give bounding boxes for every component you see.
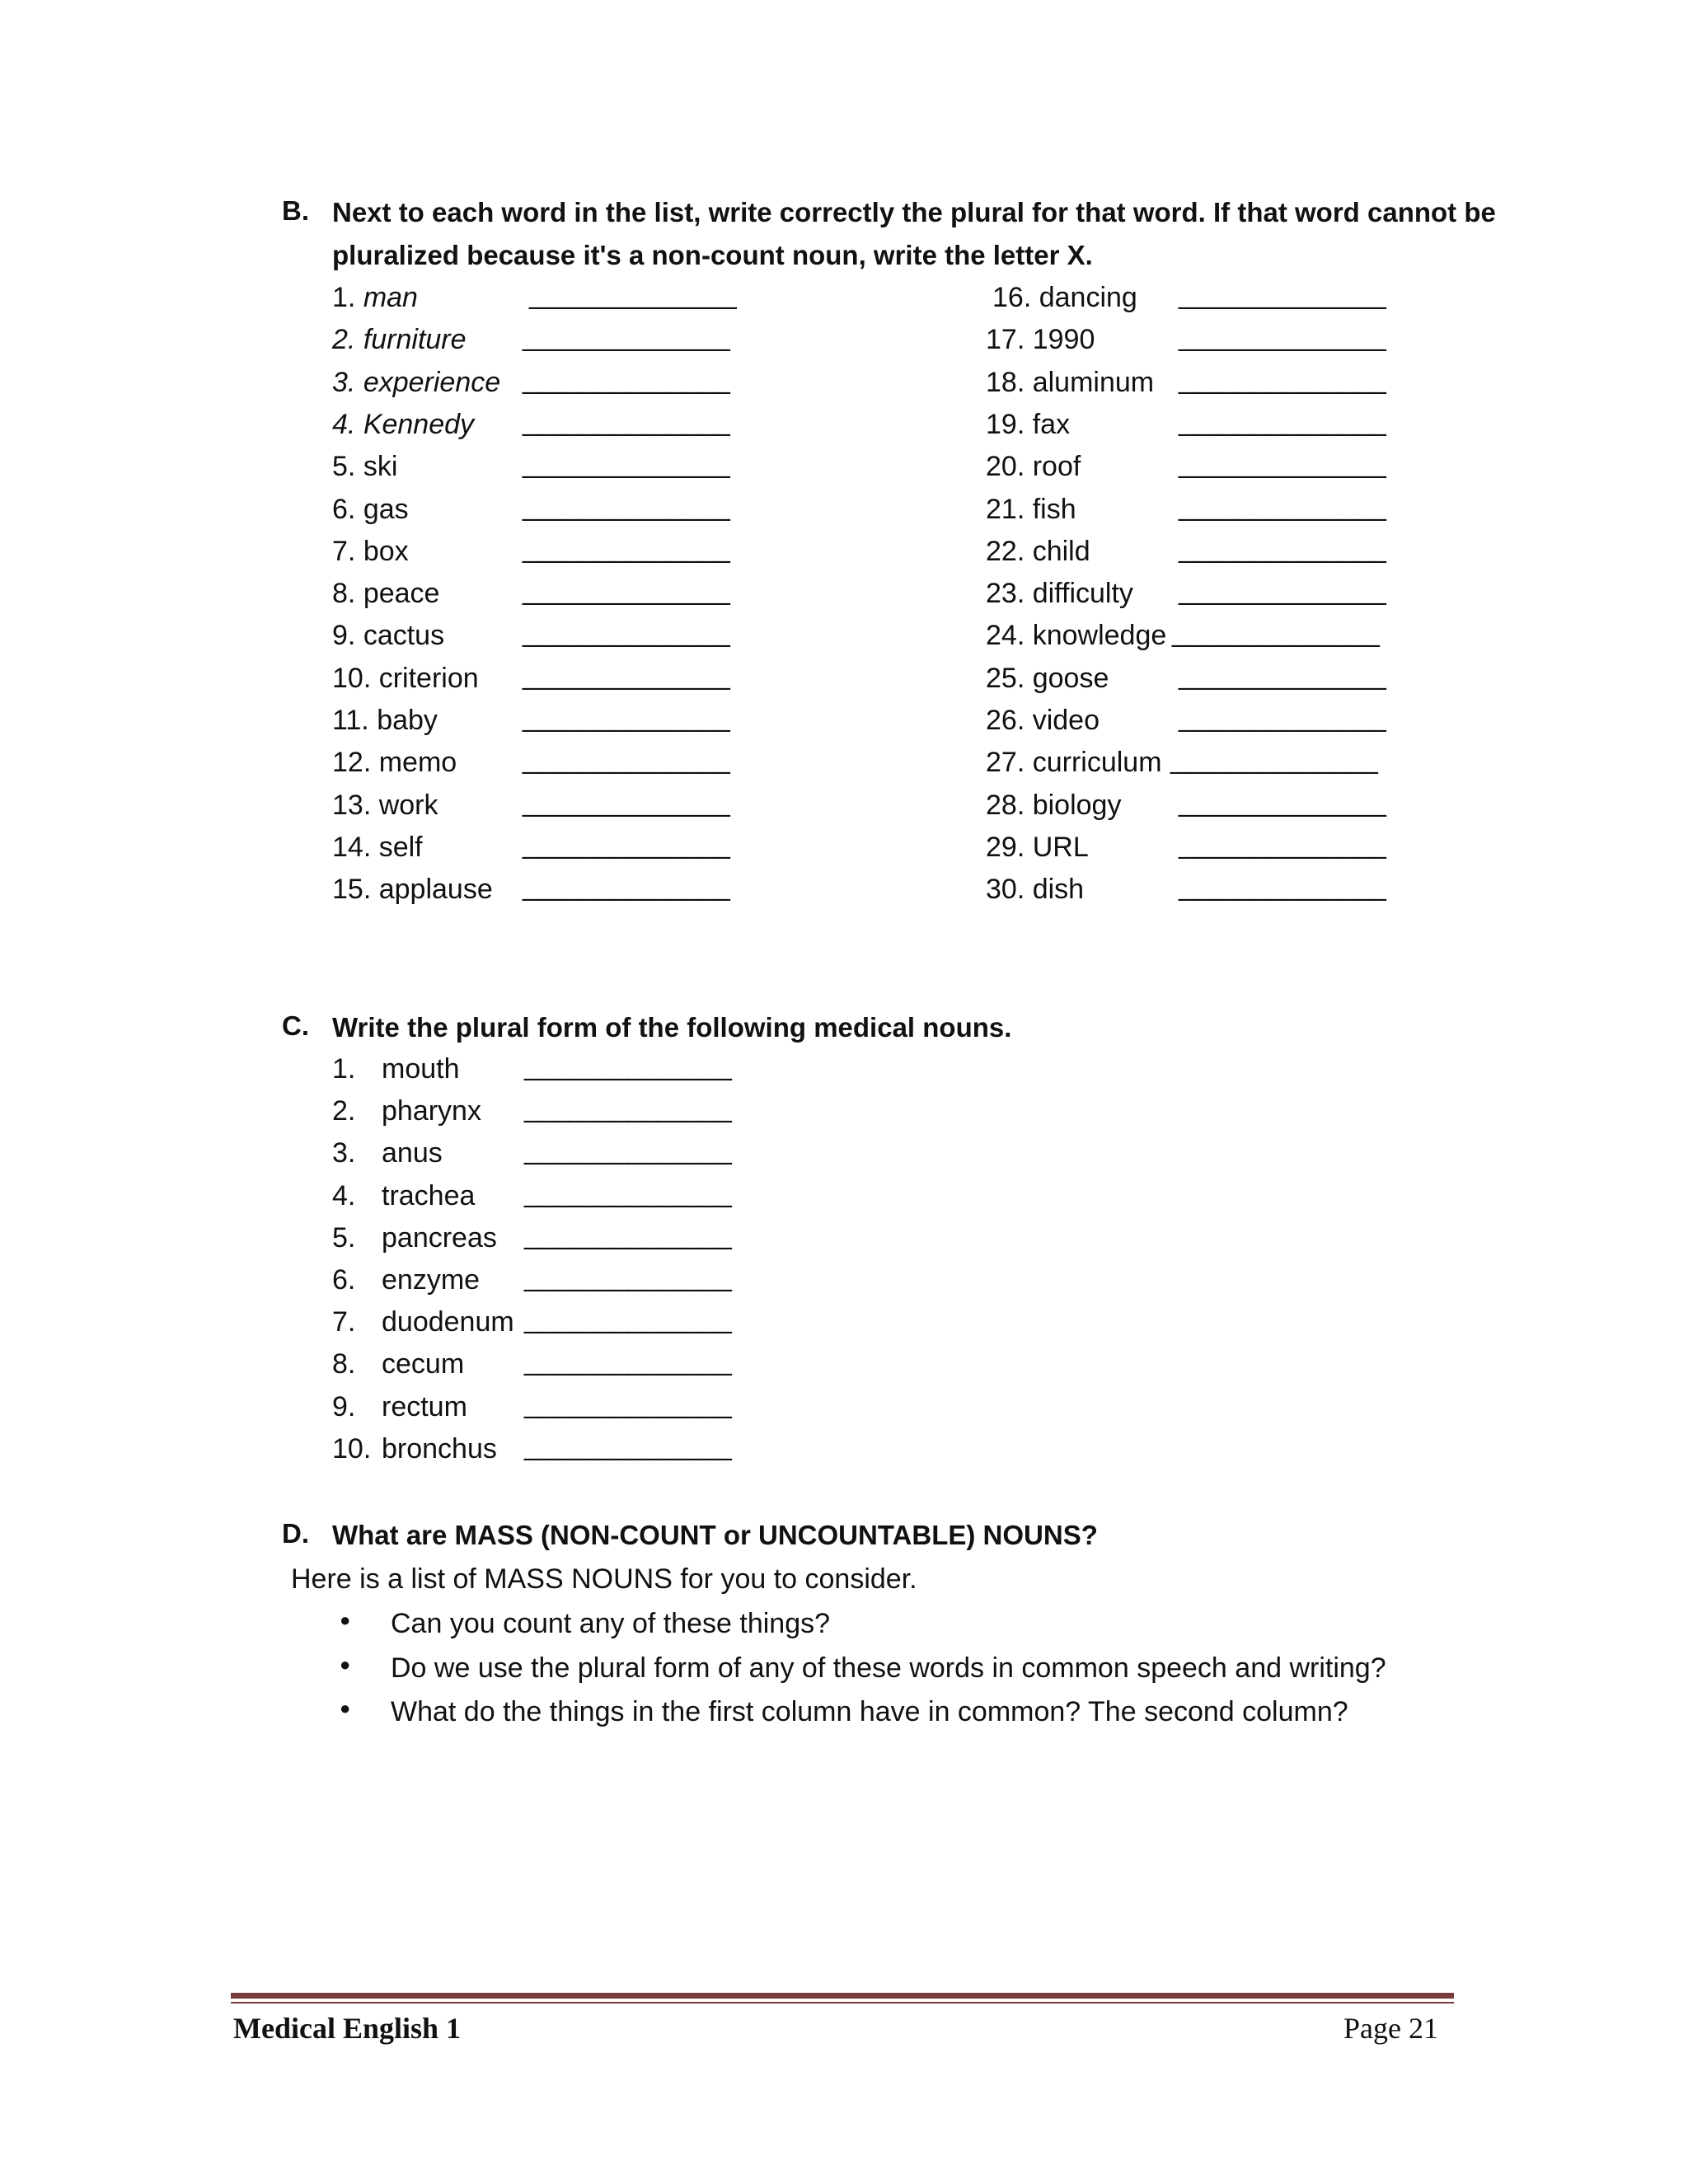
section-d-letter: D. bbox=[282, 1518, 309, 1549]
item-number: 29. bbox=[986, 831, 1025, 863]
answer-blank[interactable]: ______________ bbox=[523, 490, 729, 522]
list-item bbox=[332, 742, 457, 784]
item-word: pancreas bbox=[382, 1221, 497, 1254]
item-number: 25. bbox=[986, 662, 1025, 694]
list-item bbox=[986, 700, 1100, 742]
item-word: cactus bbox=[363, 620, 445, 652]
item-number: 6. bbox=[332, 1264, 356, 1296]
answer-blank[interactable]: ______________ bbox=[523, 701, 729, 733]
answer-blank[interactable]: ______________ bbox=[523, 321, 729, 353]
list-item bbox=[332, 531, 409, 573]
list-item bbox=[986, 362, 1154, 404]
answer-blank[interactable]: ______________ bbox=[524, 1303, 731, 1335]
answer-blank[interactable]: ______________ bbox=[524, 1261, 731, 1292]
footer-rule-thick bbox=[231, 1993, 1454, 1999]
list-item bbox=[332, 404, 474, 446]
item-word: knowledge bbox=[1032, 620, 1167, 652]
answer-blank[interactable]: ______________ bbox=[524, 1092, 731, 1124]
answer-blank[interactable]: ______________ bbox=[1179, 490, 1386, 522]
answer-blank[interactable]: ______________ bbox=[1179, 321, 1386, 353]
bullet-icon: ● bbox=[340, 1653, 351, 1675]
item-number: 20. bbox=[986, 451, 1025, 483]
item-word: work bbox=[378, 789, 438, 821]
item-word: URL bbox=[1032, 831, 1089, 863]
answer-blank[interactable]: ______________ bbox=[523, 574, 729, 607]
answer-blank[interactable]: ______________ bbox=[523, 532, 729, 564]
item-word: gas bbox=[363, 493, 409, 525]
answer-blank[interactable]: ______________ bbox=[524, 1387, 731, 1419]
item-number: 21. bbox=[986, 493, 1025, 525]
answer-blank[interactable]: ______________ bbox=[1179, 785, 1386, 818]
item-number: 9. bbox=[332, 1390, 356, 1422]
list-item bbox=[986, 446, 1081, 488]
answer-blank[interactable]: ______________ bbox=[1179, 827, 1386, 860]
answer-blank[interactable]: ______________ bbox=[523, 743, 729, 776]
answer-blank[interactable]: ______________ bbox=[524, 1050, 731, 1081]
bullet-icon: ● bbox=[340, 1610, 351, 1630]
item-word: criterion bbox=[378, 662, 479, 694]
item-word: bronchus bbox=[382, 1432, 497, 1465]
item-number: 28. bbox=[986, 789, 1025, 821]
answer-blank[interactable]: ______________ bbox=[1179, 279, 1386, 310]
item-number: 8. bbox=[332, 1348, 356, 1380]
item-word: man bbox=[363, 282, 418, 313]
answer-blank[interactable]: ______________ bbox=[1179, 448, 1386, 480]
item-word: dish bbox=[1032, 874, 1085, 906]
list-item bbox=[332, 869, 493, 911]
list-item bbox=[332, 615, 444, 657]
list-item bbox=[332, 827, 423, 869]
answer-blank[interactable]: ______________ bbox=[529, 279, 736, 310]
answer-blank[interactable]: ______________ bbox=[523, 448, 729, 480]
item-word: roof bbox=[1032, 451, 1081, 483]
answer-blank[interactable]: ______________ bbox=[524, 1429, 731, 1461]
item-word: anus bbox=[382, 1137, 443, 1169]
answer-blank[interactable]: ______________ bbox=[1179, 363, 1386, 395]
list-item bbox=[986, 785, 1121, 827]
answer-blank[interactable]: ______________ bbox=[1179, 405, 1386, 437]
item-number: 2. bbox=[332, 1095, 356, 1127]
list-item bbox=[332, 319, 467, 361]
item-word: box bbox=[363, 535, 409, 567]
item-number: 6. bbox=[332, 493, 356, 525]
answer-blank[interactable]: ______________ bbox=[1179, 870, 1386, 902]
section-c-letter: C. bbox=[282, 1010, 309, 1041]
item-number: 30. bbox=[986, 874, 1025, 906]
item-word: aluminum bbox=[1032, 366, 1155, 398]
item-word: dancing bbox=[1039, 282, 1137, 313]
item-number: 5. bbox=[332, 1221, 356, 1254]
answer-blank[interactable]: ______________ bbox=[523, 658, 729, 691]
item-number: 3. bbox=[332, 1137, 356, 1169]
section-b-instruction: Next to each word in the list, write correctly the plural for that word. If that word cannot be pluralized because it's a non-count noun, write the letter X. bbox=[332, 197, 1496, 270]
list-item bbox=[986, 489, 1076, 531]
item-word: self bbox=[378, 831, 423, 863]
list-item bbox=[332, 658, 479, 700]
answer-blank[interactable]: ______________ bbox=[523, 870, 729, 902]
item-word: video bbox=[1032, 705, 1100, 736]
item-word: cecum bbox=[382, 1348, 465, 1380]
footer-page-number: Page 21 bbox=[1343, 2012, 1438, 2045]
item-word: pharynx bbox=[382, 1095, 481, 1127]
item-word: furniture bbox=[363, 324, 467, 356]
list-item bbox=[332, 489, 409, 531]
answer-blank[interactable]: ______________ bbox=[524, 1345, 731, 1377]
list-item bbox=[332, 362, 500, 404]
item-number: 23. bbox=[986, 578, 1025, 610]
answer-blank[interactable]: ______________ bbox=[523, 363, 729, 395]
item-number: 19. bbox=[986, 408, 1025, 440]
answer-blank[interactable]: ______________ bbox=[523, 785, 729, 818]
item-word: duodenum bbox=[382, 1306, 514, 1338]
item-word: child bbox=[1032, 535, 1090, 567]
list-item bbox=[332, 573, 439, 615]
item-number: 1. bbox=[332, 282, 356, 313]
list-item bbox=[986, 869, 1084, 911]
list-item bbox=[986, 573, 1133, 615]
item-word: fish bbox=[1032, 493, 1076, 525]
list-item bbox=[986, 658, 1109, 700]
bullet-text: What do the things in the first column have in common? The second column? bbox=[391, 1696, 1348, 1727]
item-word: curriculum bbox=[1032, 747, 1162, 779]
footer-rule-thin bbox=[231, 2002, 1454, 2004]
item-word: 1990 bbox=[1032, 324, 1095, 356]
item-word: goose bbox=[1032, 662, 1109, 694]
item-number: 26. bbox=[986, 705, 1025, 736]
list-item bbox=[986, 319, 1095, 361]
item-number: 2. bbox=[332, 324, 356, 356]
item-word: mouth bbox=[382, 1053, 460, 1085]
item-word: baby bbox=[377, 705, 438, 736]
list-item bbox=[986, 531, 1090, 573]
list-item bbox=[332, 446, 397, 488]
answer-blank[interactable]: ______________ bbox=[1179, 532, 1386, 564]
list-item bbox=[332, 700, 438, 742]
item-word: experience bbox=[363, 366, 501, 398]
answer-blank[interactable]: ______________ bbox=[523, 827, 729, 860]
item-number: 17. bbox=[986, 324, 1025, 356]
list-item bbox=[986, 404, 1070, 446]
item-word: applause bbox=[378, 874, 493, 906]
list-item bbox=[986, 827, 1089, 869]
item-number: 4. bbox=[332, 1179, 356, 1212]
answer-blank[interactable]: ______________ bbox=[523, 405, 729, 437]
item-word: difficulty bbox=[1032, 578, 1133, 610]
item-word: ski bbox=[363, 451, 398, 483]
bullet-icon: ● bbox=[340, 1698, 351, 1718]
item-number: 18. bbox=[986, 366, 1025, 398]
answer-blank[interactable]: ______________ bbox=[1179, 701, 1386, 733]
answer-blank[interactable]: ______________ bbox=[524, 1218, 731, 1250]
item-word: peace bbox=[363, 578, 440, 610]
answer-blank[interactable]: ______________ bbox=[1172, 616, 1379, 649]
item-number: 8. bbox=[332, 578, 356, 610]
item-word: biology bbox=[1032, 789, 1122, 821]
answer-blank[interactable]: ______________ bbox=[524, 1134, 731, 1166]
item-number: 10. bbox=[332, 662, 372, 694]
item-number: 7. bbox=[332, 1306, 356, 1338]
list-item bbox=[332, 785, 438, 827]
item-word: Kennedy bbox=[363, 408, 475, 440]
bullet-text: Do we use the plural form of any of these words in common speech and writing? bbox=[391, 1652, 1386, 1684]
item-word: trachea bbox=[382, 1179, 476, 1212]
list-item bbox=[992, 277, 1137, 319]
item-word: memo bbox=[378, 747, 457, 779]
item-word: rectum bbox=[382, 1390, 467, 1422]
item-word: fax bbox=[1032, 408, 1071, 440]
item-number: 12. bbox=[332, 747, 372, 779]
section-c-instruction: Write the plural form of the following medical nouns. bbox=[332, 1012, 1012, 1043]
item-number: 15. bbox=[332, 874, 372, 906]
section-b-letter: B. bbox=[282, 195, 309, 226]
item-word: enzyme bbox=[382, 1264, 481, 1296]
item-number: 5. bbox=[332, 451, 356, 483]
item-number: 22. bbox=[986, 535, 1025, 567]
item-number: 13. bbox=[332, 789, 372, 821]
list-item bbox=[986, 615, 1166, 657]
item-number: 9. bbox=[332, 620, 356, 652]
answer-blank[interactable]: ______________ bbox=[524, 1176, 731, 1208]
list-item bbox=[332, 277, 418, 319]
section-d-heading: What are MASS (NON-COUNT or UNCOUNTABLE) NOUNS? bbox=[332, 1520, 1098, 1550]
answer-blank[interactable]: ______________ bbox=[1179, 658, 1386, 691]
section-d-intro: Here is a list of MASS NOUNS for you to consider. bbox=[291, 1563, 917, 1595]
bullet-text: Can you count any of these things? bbox=[391, 1608, 831, 1639]
answer-blank[interactable]: ______________ bbox=[1179, 574, 1386, 607]
item-number: 14. bbox=[332, 831, 372, 863]
answer-blank[interactable]: ______________ bbox=[523, 616, 729, 649]
item-number: 3. bbox=[332, 366, 356, 398]
answer-blank[interactable]: ______________ bbox=[1170, 743, 1377, 776]
item-number: 4. bbox=[332, 408, 356, 440]
item-number: 24. bbox=[986, 620, 1025, 652]
item-number: 1. bbox=[332, 1053, 356, 1085]
list-item bbox=[986, 742, 1162, 784]
item-number: 7. bbox=[332, 535, 356, 567]
item-number: 10. bbox=[332, 1432, 372, 1465]
footer-title: Medical English 1 bbox=[233, 2012, 462, 2045]
item-number: 11. bbox=[332, 705, 369, 736]
item-number: 27. bbox=[986, 747, 1025, 779]
item-number: 16. bbox=[992, 282, 1032, 313]
